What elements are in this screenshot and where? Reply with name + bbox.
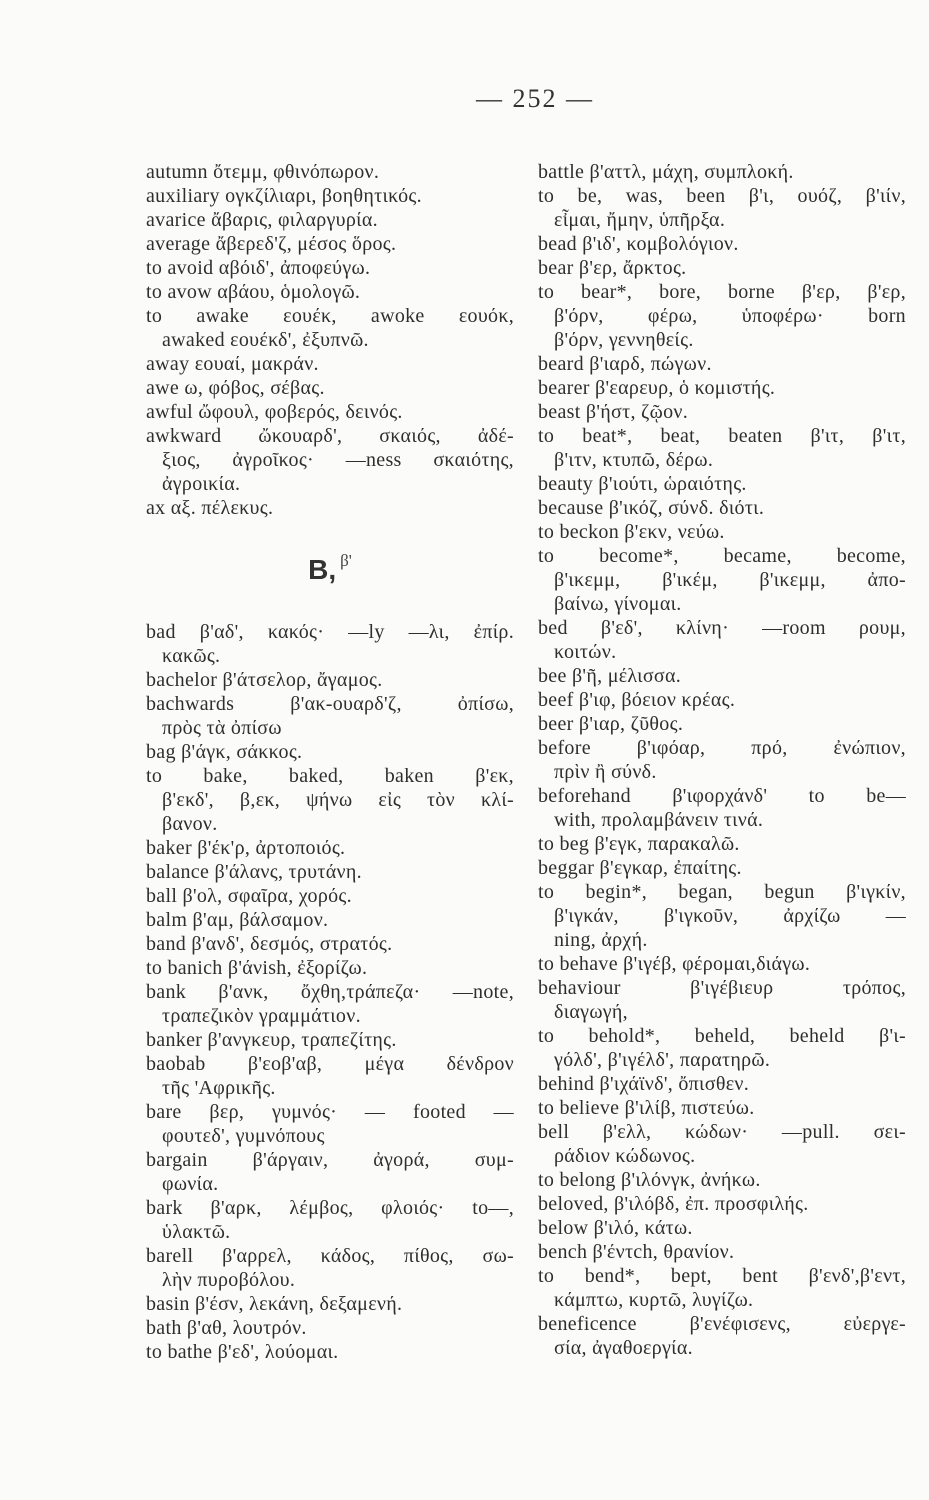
dictionary-entry [146,280,514,304]
dictionary-entry [146,1100,514,1148]
entry-headword-line: to bathe β'εδ', λούομαι. [146,1341,339,1363]
dictionary-entry [146,208,514,232]
entry-continuation-line: κάμπτω, κυρτῶ, λυγίζω. [554,1289,754,1311]
dictionary-entry [146,860,514,884]
entry-continuation-line: β'ικεμμ, β'ικέμ, β'ικεμμ, ἀπο- [554,569,906,591]
dictionary-entry [146,352,514,376]
dictionary-entry [538,376,906,400]
entry-headword-line: to bend*, bept, bent β'ενδ',β'εντ, [538,1265,906,1287]
dictionary-entry [146,1316,514,1340]
entry-headword-line: beer β'ιαρ, ζῦθος. [538,713,684,735]
entry-continuation-line: λὴν πυροβόλου. [162,1269,296,1291]
entry-headword-line: awkward ὤκουαρδ', σκαιός, ἀδέ- [146,425,514,447]
dictionary-entry [146,692,514,740]
dictionary-entry [146,1028,514,1052]
entry-headword-line: to behold*, beheld, beheld β'ι- [538,1025,906,1047]
entry-headword-line: beforehand β'ιφορχάνδ' to be— [538,785,906,807]
entry-headword-line: beast β'ήστ, ζῷον. [538,401,689,423]
right-column [538,160,906,1360]
entry-continuation-line: εἶμαι, ἤμην, ὑπῆρξα. [554,209,726,231]
dictionary-entry [146,668,514,692]
entry-headword-line: to behave β'ιγέβ, φέρομαι,διάγω. [538,953,811,975]
entry-headword-line: because β'ικόζ, σύνδ. διότι. [538,497,765,519]
entry-continuation-line: βανον. [162,813,218,835]
dictionary-entry [538,496,906,520]
entry-continuation-line: β'όρν, φέρω, ὑποφέρω· born [554,305,906,327]
dictionary-entry [146,256,514,280]
dictionary-entry [146,932,514,956]
dictionary-entry [538,880,906,952]
dictionary-entry [146,1340,514,1364]
entry-headword-line: to bear*, bore, borne β'ερ, β'ερ, [538,281,906,303]
page-number: — 252 — [476,84,594,113]
entry-headword-line: before β'ιφόαρ, πρό, ἐνώπιον, [538,737,906,759]
dictionary-entry [146,424,514,496]
entry-headword-line: away εουαί, μακράν. [146,353,319,375]
dictionary-entry [538,952,906,976]
entry-headword-line: awe ω, φόβος, σέβας. [146,377,325,399]
section-heading [146,520,514,620]
dictionary-entry [146,496,514,520]
entry-headword-line: bad β'αδ', κακός· —ly —λι, ἐπίρ. [146,621,514,643]
dictionary-entry [538,736,906,784]
dictionary-entry [538,400,906,424]
dictionary-entry [146,1292,514,1316]
dictionary-entry [538,712,906,736]
entry-headword-line: to avoid αβόιδ', ἀποφεύγω. [146,257,371,279]
entry-continuation-line: awaked εουέκδ', ἐξυπνῶ. [162,329,369,351]
dictionary-entry [538,784,906,832]
dictionary-entry [538,520,906,544]
dictionary-entry [538,1312,906,1360]
entry-continuation-line: β'ιτν, κτυπῶ, δέρω. [554,449,714,471]
entry-continuation-line: φουτεδ', γυμνόπους [162,1125,325,1147]
entry-headword-line: balance β'άλανς, τρυτάνη. [146,861,362,883]
entry-headword-line: bee β'ῆ, μέλισσα. [538,665,682,687]
dictionary-entry [538,1168,906,1192]
dictionary-entry [146,400,514,424]
entry-headword-line: auxiliary ογκζίλιαρι, βοηθητικός. [146,185,422,207]
entry-headword-line: to awake εουέκ, awoke εουόκ, [146,305,514,327]
entry-continuation-line: κοιτών. [554,641,617,663]
entry-headword-line: behind β'ιχάϊνδ', ὄπισθεν. [538,1073,750,1095]
entry-continuation-line: τραπεζικὸν γραμμάτιον. [162,1005,361,1027]
entries-group-b [146,620,514,1364]
dictionary-entry [538,256,906,280]
entry-headword-line: awful ὤφουλ, φοβερός, δεινός. [146,401,403,423]
entry-headword-line: bachelor β'άτσελορ, ἄγαμος. [146,669,383,691]
dictionary-entry [538,424,906,472]
dictionary-entry [538,544,906,616]
dictionary-entry [538,1120,906,1168]
dictionary-entry [538,688,906,712]
entry-continuation-line: with, προλαμβάνειν τινά. [554,809,764,831]
dictionary-entry [146,956,514,980]
entry-headword-line: bare βερ, γυμνός· — footed — [146,1101,514,1123]
dictionary-entry [538,352,906,376]
entry-headword-line: beggar β'εγκαρ, ἐπαίτης. [538,857,742,879]
dictionary-entry [538,1072,906,1096]
entry-continuation-line: πρὶν ἢ σύνδ. [554,761,657,783]
dictionary-entry [538,232,906,256]
dictionary-entry [146,1052,514,1100]
entry-continuation-line: ξιος, ἀγροῖκος· —ness σκαιότης, [162,449,514,471]
dictionary-entry [538,1096,906,1120]
dictionary-entry [146,884,514,908]
entry-continuation-line: σία, ἀγαθοεργία. [554,1337,693,1359]
entry-headword-line: baobab β'εοβ'αβ, μέγα δένδρον [146,1053,514,1075]
dictionary-entry [538,1240,906,1264]
dictionary-entry [538,616,906,664]
entry-continuation-line: ning, ἀρχή. [554,929,648,951]
dictionary-entry [146,232,514,256]
dictionary-entry [538,160,906,184]
dictionary-entry [146,620,514,668]
entry-headword-line: bag β'άγκ, σάκκος. [146,741,303,763]
dictionary-entry [538,184,906,232]
entry-headword-line: bear β'ερ, ἄρκτος. [538,257,687,279]
entry-headword-line: beloved, β'ιλόβδ, ἐπ. προσφιλής. [538,1193,809,1215]
entry-headword-line: beneficence β'ενέφισενς, εὐεργε- [538,1313,906,1335]
dictionary-entry [146,764,514,836]
entry-headword-line: bell β'ελλ, κώδων· —pull. σει- [538,1121,906,1143]
entry-headword-line: autumn ὄτεμμ, φθινόπωρον. [146,161,380,183]
entry-continuation-line: τῆς 'Αφρικῆς. [162,1077,276,1099]
entry-headword-line: bachwards β'ακ-ουαρδ'ζ, ὀπίσω, [146,693,514,715]
dictionary-entry [146,1148,514,1196]
dictionary-entry [146,836,514,860]
entry-headword-line: bed β'εδ', κλίνη· —room ρουμ, [538,617,906,639]
dictionary-entry [538,664,906,688]
entry-continuation-line: γόλδ', β'ιγέλδ', παρατηρῶ. [554,1049,771,1071]
dictionary-entry [538,856,906,880]
entry-headword-line: banker β'ανγκευρ, τραπεζίτης. [146,1029,397,1051]
dictionary-entry [146,980,514,1028]
entry-headword-line: to banich β'άνish, ἐξορίζω. [146,957,368,979]
entry-continuation-line: φωνία. [162,1173,219,1195]
left-column [146,160,514,1364]
entry-headword-line: bench β'έντch, θρανίον. [538,1241,735,1263]
dictionary-entry [146,740,514,764]
entry-continuation-line: πρὸς τὰ ὀπίσω [162,717,282,739]
entry-continuation-line: β'ιγκάν, β'ιγκοῦν, ἀρχίζω — [554,905,906,927]
entry-headword-line: to be, was, been β'ι, ουόζ, β'ιίν, [538,185,906,207]
entry-headword-line: ball β'ολ, σφαῖρα, χορός. [146,885,352,907]
entries-group-a [146,160,514,520]
entry-continuation-line: διαγωγή, [554,1001,628,1023]
entry-headword-line: to avow αβάου, ὁμολογῶ. [146,281,361,303]
dictionary-entry [146,160,514,184]
entry-headword-line: to beckon β'εκν, νεύω. [538,521,725,543]
entry-headword-line: balm β'αμ, βάλσαμον. [146,909,329,931]
entry-headword-line: barell β'αρρελ, κάδος, πίθος, σω- [146,1245,514,1267]
entry-headword-line: basin β'έσν, λεκάνη, δεξαμενή. [146,1293,403,1315]
dictionary-entry [146,1244,514,1292]
entry-headword-line: bath β'αθ, λουτρόν. [146,1317,307,1339]
entry-headword-line: below β'ιλό, κάτω. [538,1217,693,1239]
entry-headword-line: beard β'ιαρδ, πώγων. [538,353,712,375]
entry-headword-line: ax αξ. πέλεκυς. [146,497,274,519]
entry-continuation-line: βαίνω, γίνομαι. [554,593,682,615]
entry-headword-line: to believe β'ιλίβ, πιστεύω. [538,1097,755,1119]
entry-headword-line: to belong β'ιλόνγκ, ἀνήκω. [538,1169,761,1191]
dictionary-entry [146,1196,514,1244]
dictionary-entry [146,376,514,400]
entry-continuation-line: κακῶς. [162,645,221,667]
entry-headword-line: bargain β'άργαιν, ἀγορά, συμ- [146,1149,514,1171]
entry-headword-line: to beat*, beat, beaten β'ιτ, β'ιτ, [538,425,906,447]
entry-headword-line: beauty β'ιούτι, ὡραιότης. [538,473,747,495]
entry-headword-line: bead β'ιδ', κομβολόγιον. [538,233,739,255]
dictionary-entry [538,280,906,352]
entry-headword-line: bearer β'εαρευρ, ὁ κομιστής. [538,377,776,399]
entry-continuation-line: ράδιον κώδωνος. [554,1145,696,1167]
entry-headword-line: to begin*, began, begun β'ιγκίν, [538,881,906,903]
dictionary-entry [538,1216,906,1240]
entries-group-c [538,160,906,1360]
dictionary-entry [538,832,906,856]
dictionary-entry [538,1192,906,1216]
entry-headword-line: to become*, became, become, [538,545,906,567]
dictionary-entry [538,472,906,496]
dictionary-entry [538,976,906,1024]
dictionary-entry [538,1024,906,1072]
entry-continuation-line: ὑλακτῶ. [162,1221,231,1243]
entry-headword-line: behaviour β'ιγέβιευρ τρόπος, [538,977,906,999]
entry-continuation-line: β'όρν, γεννηθείς. [554,329,694,351]
entry-continuation-line: β'εκδ', β,εκ, ψήνω εἰς τὸν κλί- [162,789,514,811]
entry-continuation-line: ἀγροικία. [162,473,241,495]
dictionary-entry [146,304,514,352]
entry-headword-line: average ἄβερεδ'ζ, μέσος ὅρος. [146,233,397,255]
entry-headword-line: battle β'αττλ, μάχη, συμπλοκή. [538,161,794,183]
dictionary-entry [538,1264,906,1312]
entry-headword-line: avarice ἄβαρις, φιλαργυρία. [146,209,378,231]
entry-headword-line: bank β'ανκ, ὄχθη,τράπεζα· —note, [146,981,514,1003]
dictionary-entry [146,184,514,208]
entry-headword-line: to beg β'εγκ, παρακαλῶ. [538,833,740,855]
section-letter: B, [308,554,337,585]
entry-headword-line: band β'ανδ', δεσμός, στρατός. [146,933,393,955]
section-letter-greek: β' [340,551,352,570]
entry-headword-line: baker β'έκ'ρ, ἀρτοποιός. [146,837,346,859]
entry-headword-line: to bake, baked, baken β'εκ, [146,765,514,787]
dictionary-entry [146,908,514,932]
entry-headword-line: bark β'αρκ, λέμβος, φλοιός· to—, [146,1197,514,1219]
entry-headword-line: beef β'ιφ, βόειον κρέας. [538,689,736,711]
